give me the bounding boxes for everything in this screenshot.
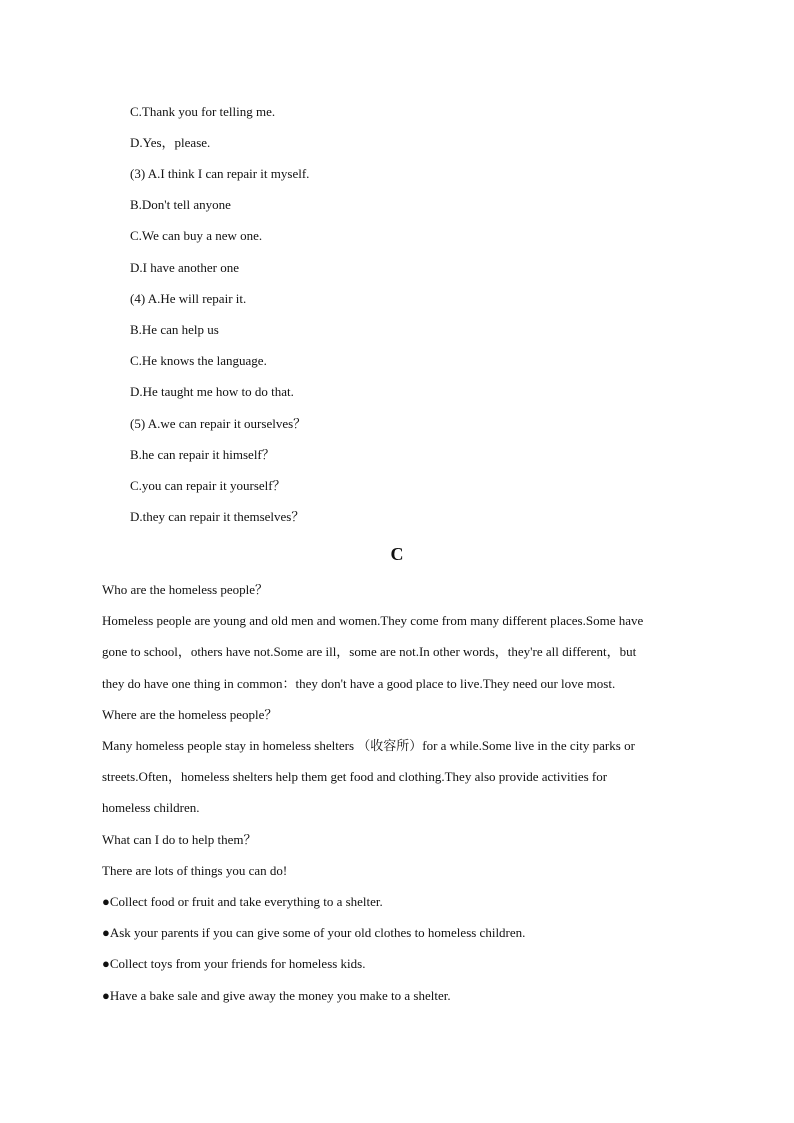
option-4c: C.He knows the language. bbox=[130, 353, 267, 368]
bullet-item: ●Ask your parents if you can give some of your old clothes to homeless children. bbox=[102, 925, 526, 940]
passage-line: streets.Often，homeless shelters help them get food and clothing.They also provide activities for bbox=[102, 769, 608, 784]
option-3d: D.I have another one bbox=[130, 260, 240, 275]
option-2d: D.Yes，please. bbox=[130, 135, 211, 150]
passage-line: There are lots of things you can do! bbox=[102, 863, 288, 878]
bullet-item: ●Collect food or fruit and take everything to a shelter. bbox=[102, 894, 383, 909]
option-3c: C.We can buy a new one. bbox=[130, 228, 263, 243]
option-3b: B.Don't tell anyone bbox=[130, 197, 231, 212]
bullet-item: ●Have a bake sale and give away the money you make to a shelter. bbox=[102, 988, 451, 1003]
question-3-option-a: (3) A.I think I can repair it myself. bbox=[130, 166, 310, 181]
passage-line: they do have one thing in common：they don't have a good place to live.They need our love most. bbox=[102, 676, 616, 691]
passage-question-heading: What can I do to help them？ bbox=[102, 832, 257, 847]
passage-line: homeless children. bbox=[102, 800, 200, 815]
question-4-option-a: (4) A.He will repair it. bbox=[130, 291, 247, 306]
option-5d: D.they can repair it themselves？ bbox=[130, 509, 305, 524]
passage-line: gone to school，others have not.Some are ill，some are not.In other words，they're all different，but bbox=[102, 644, 637, 659]
option-5c: C.you can repair it yourself？ bbox=[130, 478, 286, 493]
section-heading: C bbox=[390, 544, 404, 564]
passage-question-heading: Where are the homeless people？ bbox=[102, 707, 278, 722]
option-2c: C.Thank you for telling me. bbox=[130, 104, 276, 119]
passage-question-heading: Who are the homeless people？ bbox=[102, 582, 269, 597]
option-4b: B.He can help us bbox=[130, 322, 219, 337]
passage-line: Many homeless people stay in homeless shelters （收容所）for a while.Some live in the city parks or bbox=[102, 738, 635, 753]
option-4d: D.He taught me how to do that. bbox=[130, 384, 294, 399]
question-5-option-a: (5) A.we can repair it ourselves？ bbox=[130, 416, 307, 431]
bullet-item: ●Collect toys from your friends for homeless kids. bbox=[102, 956, 366, 971]
option-5b: B.he can repair it himself？ bbox=[130, 447, 275, 462]
passage-line: Homeless people are young and old men and women.They come from many different places.Some have bbox=[102, 613, 644, 628]
